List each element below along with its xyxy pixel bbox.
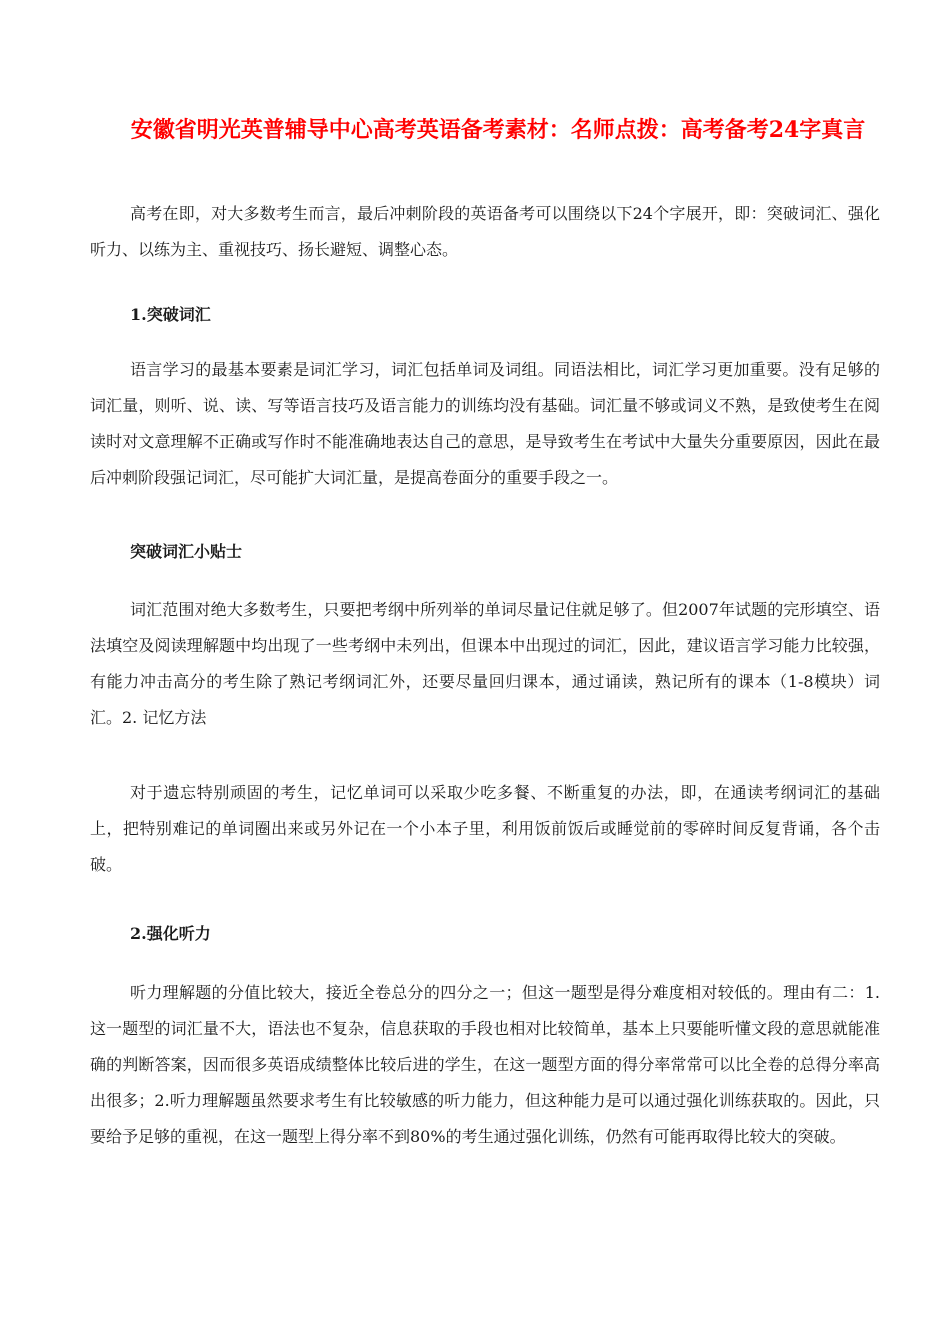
section-heading-vocabulary: 1.突破词汇 — [130, 305, 211, 324]
section-heading-listening: 2.强化听力 — [130, 924, 211, 943]
vocabulary-paragraph: 语言学习的最基本要素是词汇学习，词汇包括单词及词组。同语法相比，词汇学习更加重要。没有足够的词汇量，则听、说、读、写等语言技巧及语言能力的训练均没有基础。词汇量不够或词义不熟，是致使考生在阅读时对文意理解不正确或写作时不能准确地表达自己的意思，是导致考生在考试中大量失分重要原因，因此在最后冲刺阶段强记词汇，尽可能扩大词汇量，是提高卷面分的重要手段之一。 — [90, 360, 880, 487]
tips-paragraph: 词汇范围对绝大多数考生，只要把考纲中所列举的单词尽量记住就足够了。但2007年试题的完形填空、语法填空及阅读理解题中均出现了一些考纲中未列出，但课本中出现过的词汇，因此，建议语言学习能力比较强，有能力冲击高分的考生除了熟记考纲词汇外，还要尽量回归课本，通过诵读，熟记所有的课本（1-8模块）词汇。2. 记忆方法 — [90, 600, 880, 727]
tips-heading: 突破词汇小贴士 — [130, 542, 243, 561]
intro-paragraph: 高考在即，对大多数考生而言，最后冲刺阶段的英语备考可以围绕以下24个字展开，即：突破词汇、强化听力、以练为主、重视技巧、扬长避短、调整心态。 — [90, 204, 880, 259]
document-title: 安徽省明光英普辅导中心高考英语备考素材：名师点拨：高考备考24字真言 — [130, 116, 866, 143]
listening-paragraph: 听力理解题的分值比较大，接近全卷总分的四分之一；但这一题型是得分难度相对较低的。理由有二：1.这一题型的词汇量不大，语法也不复杂，信息获取的手段也相对比较简单，基本上只要能听懂文段的意思就能准确的判断答案，因而很多英语成绩整体比较后进的学生，在这一题型方面的得分率常常可以比全卷的总得分率高出很多；2.听力理解题虽然要求考生有比较敏感的听力能力，但这种能力是可以通过强化训练获取的。因此，只要给予足够的重视，在这一题型上得分率不到80%的考生通过强化训练，仍然有可能再取得比较大的突破。 — [90, 983, 880, 1146]
memory-method-paragraph: 对于遗忘特别顽固的考生，记忆单词可以采取少吃多餐、不断重复的办法，即，在通读考纲词汇的基础上，把特别难记的单词圈出来或另外记在一个小本子里，利用饭前饭后或睡觉前的零碎时间反复背诵，各个击破。 — [90, 783, 880, 874]
